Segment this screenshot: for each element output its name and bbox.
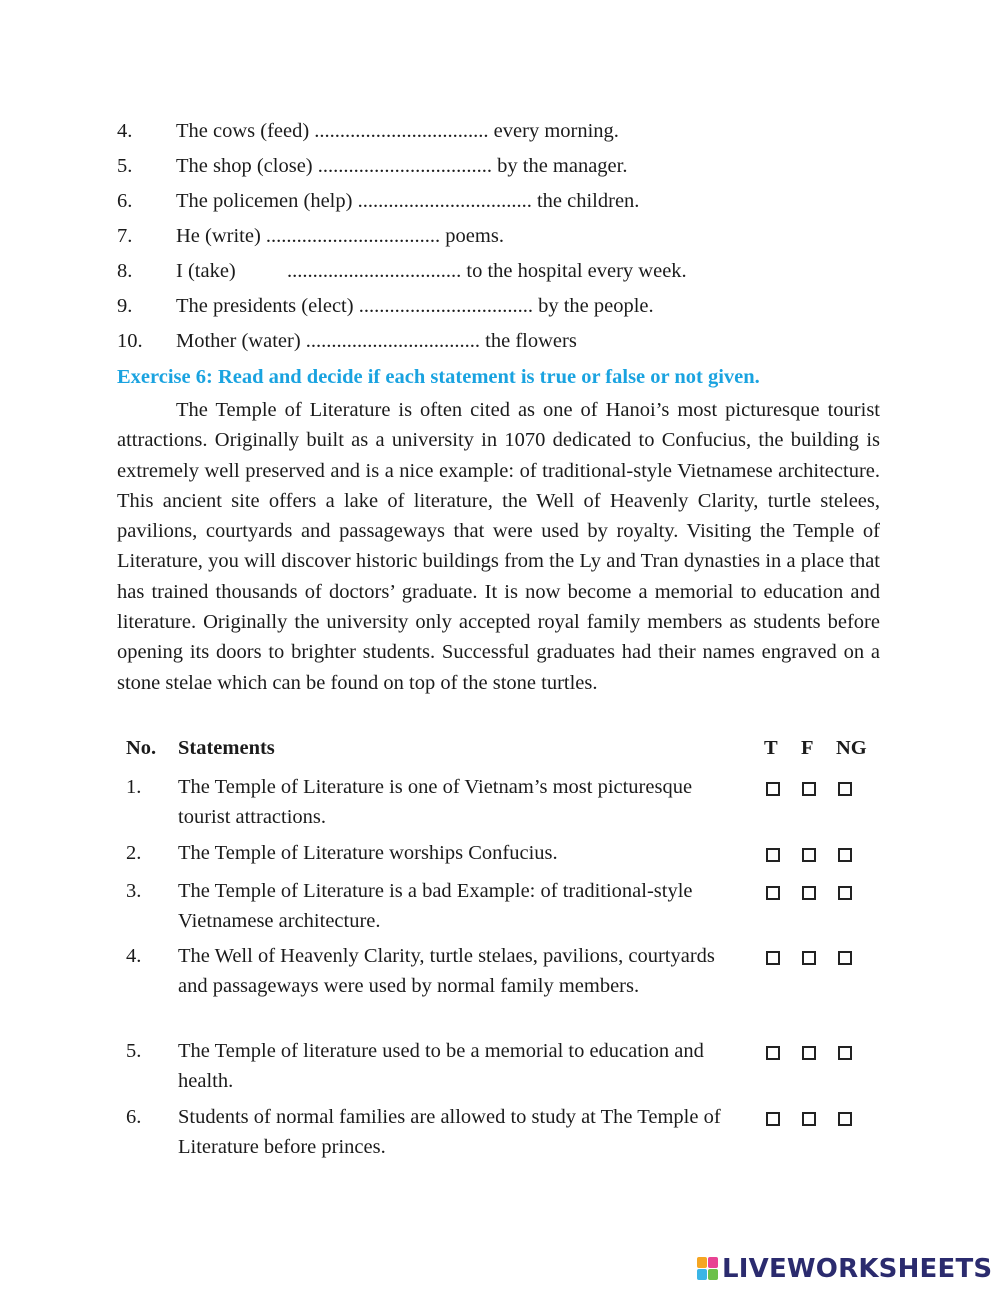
statement-text: Students of normal families are allowed to study at The Temple of Literature before princes. <box>178 1106 721 1159</box>
true-checkbox[interactable] <box>766 848 780 862</box>
table-header <box>0 733 1000 763</box>
exercise-heading: Exercise 6: Read and decide if each statement is true or false or not given. <box>117 366 760 388</box>
statement-number: 6. <box>126 1106 142 1128</box>
not-given-checkbox[interactable] <box>838 1112 852 1126</box>
false-checkbox[interactable] <box>802 951 816 965</box>
true-checkbox[interactable] <box>766 1046 780 1060</box>
false-checkbox[interactable] <box>802 886 816 900</box>
header-no: No. <box>126 737 157 759</box>
not-given-checkbox[interactable] <box>838 886 852 900</box>
statement-number: 2. <box>126 842 142 864</box>
sentence-number: 4. <box>117 120 133 142</box>
true-checkbox[interactable] <box>766 951 780 965</box>
not-given-checkbox[interactable] <box>838 1046 852 1060</box>
header-not-given: NG <box>836 737 867 759</box>
sentence-number: 5. <box>117 155 133 177</box>
true-checkbox[interactable] <box>766 1112 780 1126</box>
statement-text: The Temple of literature used to be a memorial to education and health. <box>178 1040 704 1093</box>
logo-text: LIVEWORKSHEETS <box>722 1254 993 1284</box>
sentence-number: 9. <box>117 295 133 317</box>
statement-text: The Well of Heavenly Clarity, turtle stelaes, pavilions, courtyards and passageways were used by normal family members. <box>178 945 715 998</box>
statement-number: 3. <box>126 880 142 902</box>
logo-block <box>697 1257 707 1268</box>
not-given-checkbox[interactable] <box>838 782 852 796</box>
false-checkbox[interactable] <box>802 848 816 862</box>
sentence-number: 8. <box>117 260 133 282</box>
sentence-number: 10. <box>117 330 143 352</box>
logo-blocks-icon <box>697 1257 719 1281</box>
true-checkbox[interactable] <box>766 782 780 796</box>
sentence-text: The cows (feed) .................................. every morning. <box>176 120 619 142</box>
true-checkbox[interactable] <box>766 886 780 900</box>
header-statements: Statements <box>178 737 275 759</box>
header-true: T <box>764 737 778 759</box>
false-checkbox[interactable] <box>802 1046 816 1060</box>
sentence-text: Mother (water) .................................. the flowers <box>176 330 577 352</box>
false-checkbox[interactable] <box>802 782 816 796</box>
sentence-text: The presidents (elect) .................................. by the people. <box>176 295 654 317</box>
not-given-checkbox[interactable] <box>838 848 852 862</box>
sentence-text: The policemen (help) .................................. the children. <box>176 190 640 212</box>
reading-passage: The Temple of Literature is often cited as one of Hanoi’s most picturesque tourist attractions. Originally built as a university in 1070 dedicated to Confucius, the building is extremely well preserved and is a nice example: of traditional-style Vietnamese architecture. This ancient site offers a lake of literature, the Well of Heavenly Clarity, turtle stelees, pavilions, courtyards and passageways that were used by royalty. Visiting the Temple of Literature, you will discover historic buildings from the Ly and Tran dynasties in a place that has trained thousands of doctors’ graduate. It is now become a memorial to education and literature. Originally the university only accepted royal family members as students before opening its doors to brighter students. Successful graduates had their names engraved on a stone stelae which can be found on top of the stone turtles. <box>117 399 880 694</box>
false-checkbox[interactable] <box>802 1112 816 1126</box>
header-false: F <box>801 737 814 759</box>
statement-number: 4. <box>126 945 142 967</box>
sentence-number: 7. <box>117 225 133 247</box>
statement-text: The Temple of Literature worships Confucius. <box>178 842 558 864</box>
sentence-text: He (write) .................................. poems. <box>176 225 504 247</box>
statement-text: The Temple of Literature is one of Vietnam’s most picturesque tourist attractions. <box>178 776 693 829</box>
statement-text: The Temple of Literature is a bad Example: of traditional-style Vietnamese architecture. <box>178 880 693 933</box>
sentence-text: I (take) .................................. to the hospital every week. <box>176 260 687 282</box>
logo-block <box>697 1269 707 1280</box>
statement-number: 1. <box>126 776 142 798</box>
sentence-number: 6. <box>117 190 133 212</box>
statement-number: 5. <box>126 1040 142 1062</box>
logo-block <box>708 1269 718 1280</box>
logo-block <box>708 1257 718 1268</box>
sentence-text: The shop (close) .................................. by the manager. <box>176 155 628 177</box>
not-given-checkbox[interactable] <box>838 951 852 965</box>
